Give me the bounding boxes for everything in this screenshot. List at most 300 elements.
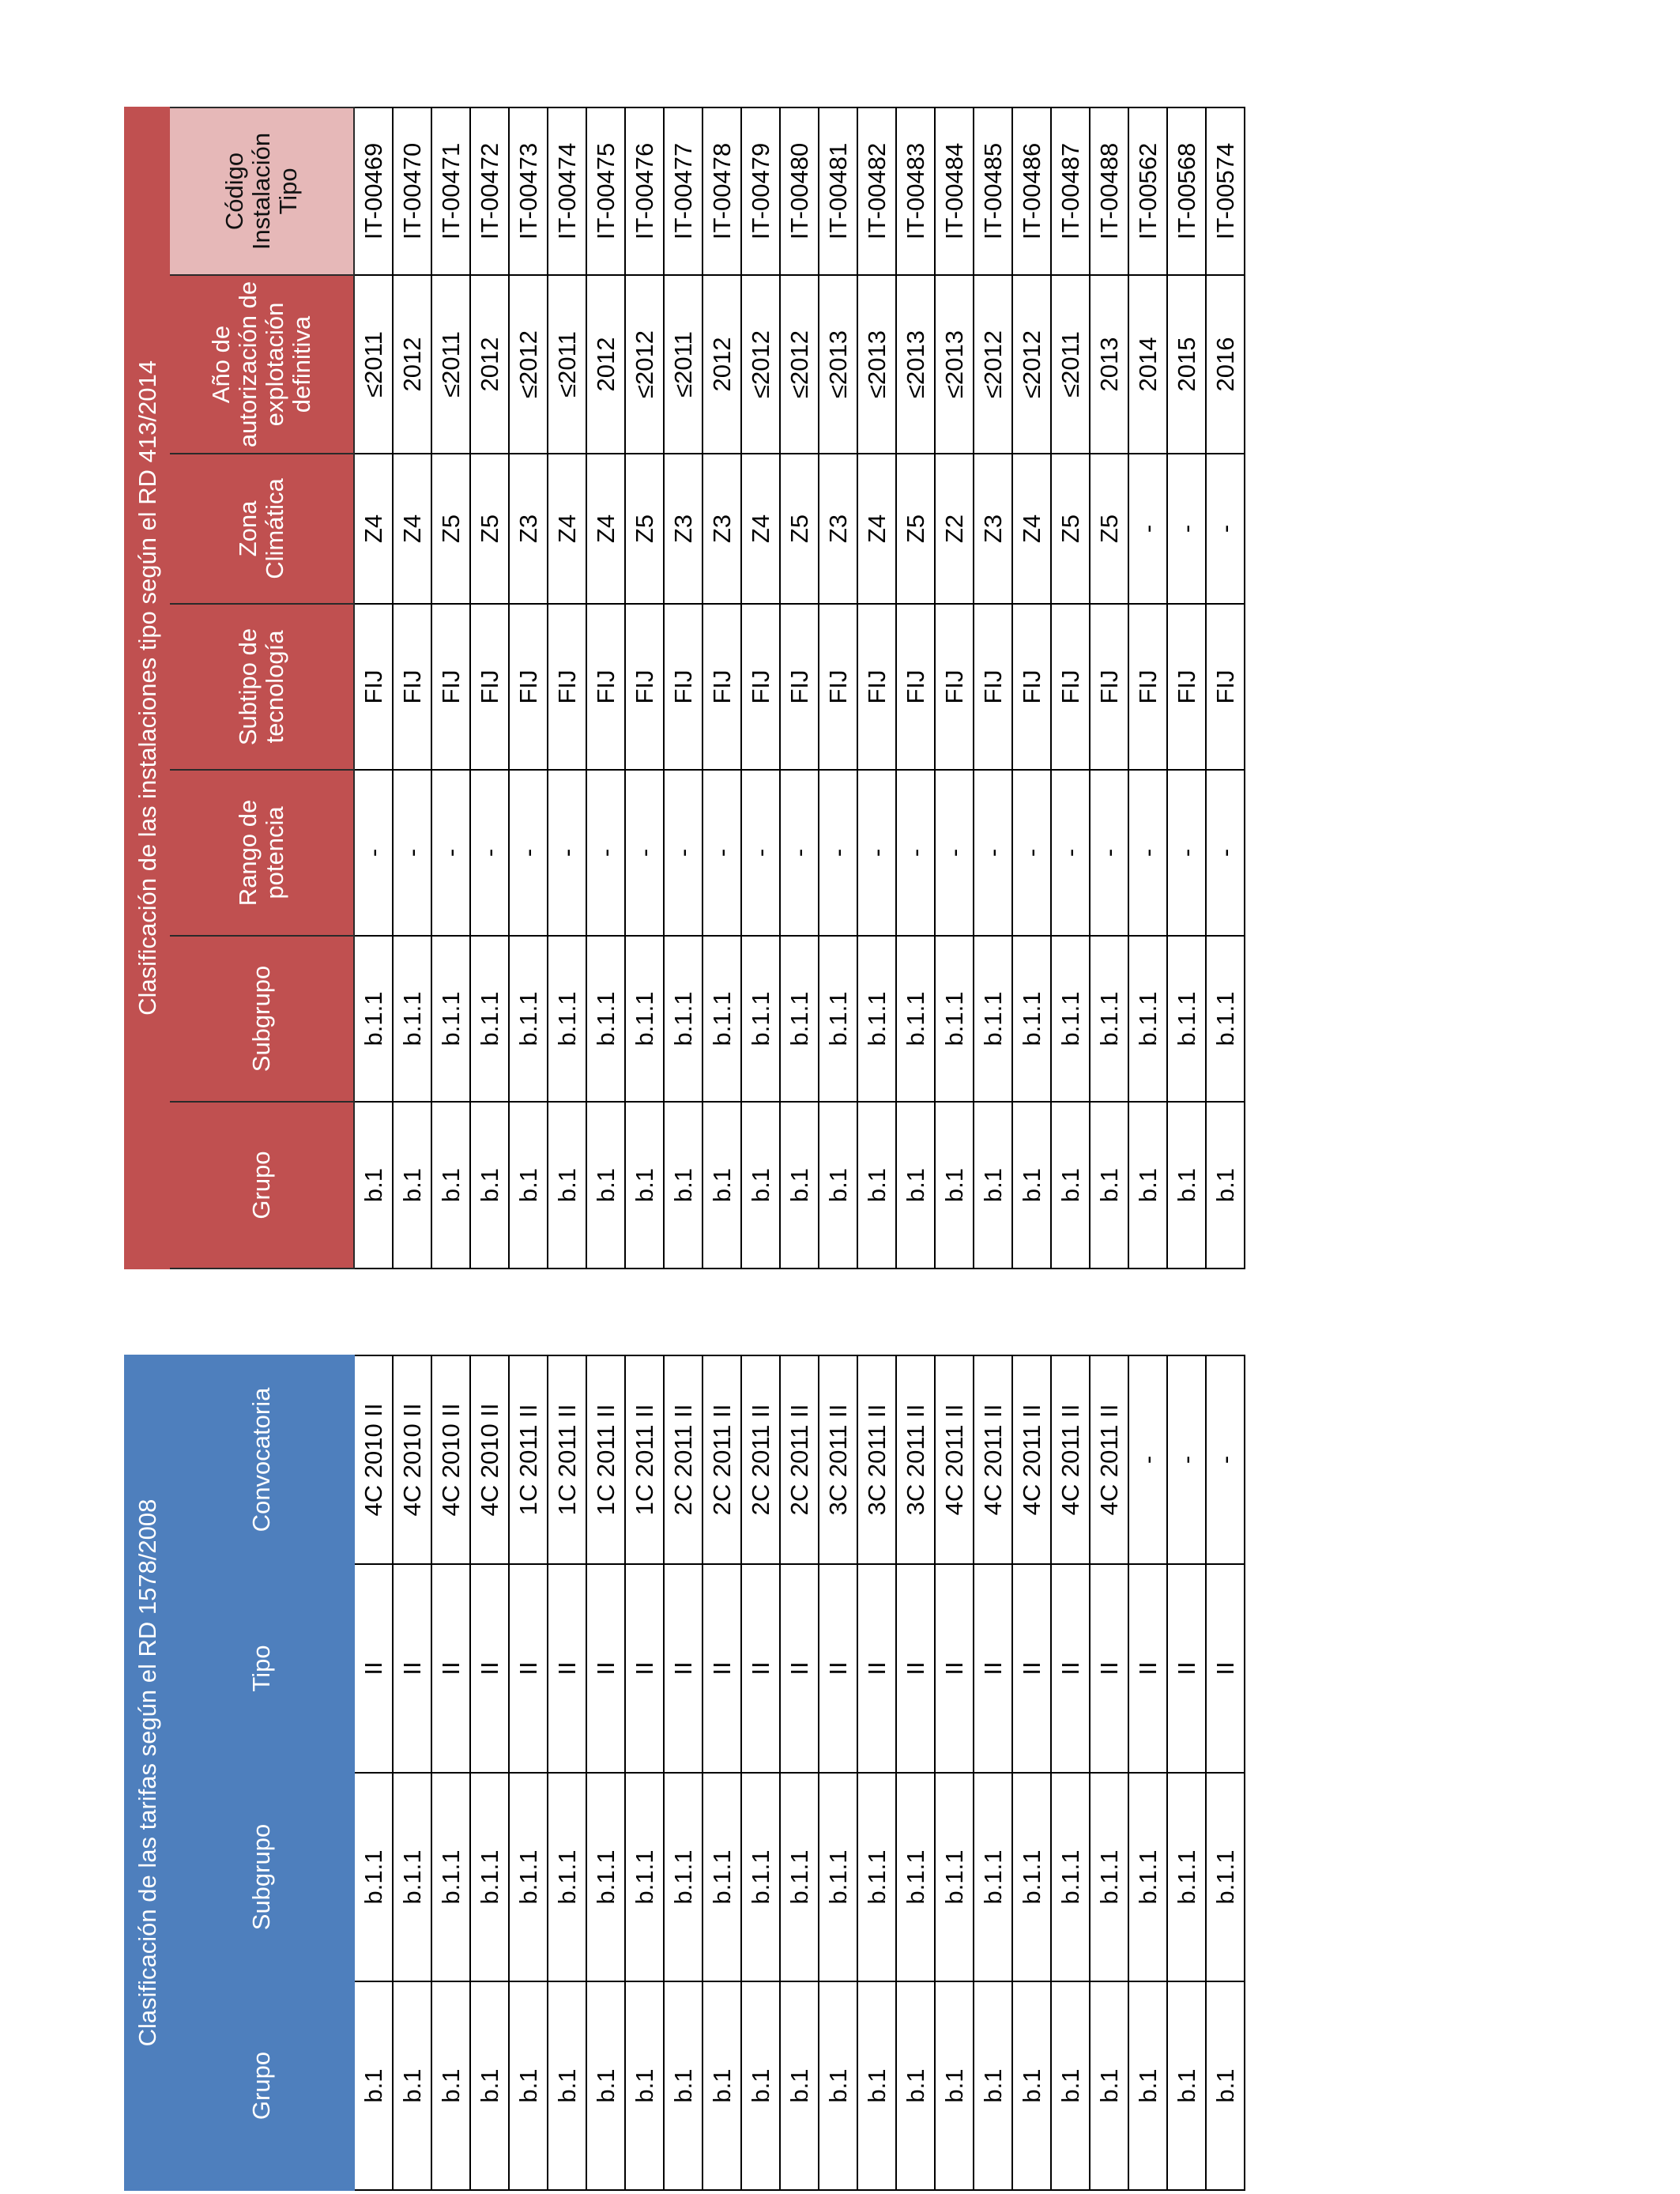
table-cell: Z3 [664, 454, 703, 604]
table-cell: b.1 [780, 1102, 819, 1269]
table-row [1206, 1355, 1245, 2190]
table-cell: Z3 [819, 454, 857, 604]
table-cell: 2012 [703, 275, 741, 454]
table-cell: b.1.1 [548, 1773, 586, 1981]
table-cell: 2C 2011 II [780, 1355, 819, 1564]
table-cell: FIJ [741, 604, 780, 770]
table-cell: b.1.1 [625, 1773, 664, 1981]
table-cell: FIJ [1090, 604, 1128, 770]
table-cell: II [1128, 1564, 1167, 1773]
table-cell: Z5 [431, 454, 470, 604]
table-cell: FIJ [509, 604, 548, 770]
table-cell: - [896, 770, 935, 936]
table-cell: - [1206, 1355, 1245, 1564]
table-cell: Z5 [780, 454, 819, 604]
table-cell: IT-00479 [741, 107, 780, 275]
table-row [470, 1355, 509, 2190]
table-cell: ≤2012 [509, 275, 548, 454]
table-row [586, 1355, 625, 2190]
table-cell: b.1 [741, 1102, 780, 1269]
table-row [857, 107, 896, 1269]
table-cell: b.1 [1090, 1981, 1128, 2190]
table-cell: 2012 [470, 275, 509, 454]
table-cell: II [857, 1564, 896, 1773]
table-cell: Z4 [393, 454, 431, 604]
table-cell: b.1 [625, 1981, 664, 2190]
table-cell: b.1.1 [741, 1773, 780, 1981]
table-cell: b.1 [470, 1981, 509, 2190]
table-cell: b.1 [819, 1102, 857, 1269]
table-cell: b.1 [974, 1102, 1012, 1269]
table-cell: b.1.1 [1012, 936, 1051, 1102]
table-row [509, 107, 548, 1269]
table-cell: Z2 [935, 454, 974, 604]
table-cell: b.1 [780, 1981, 819, 2190]
installation-type-table [124, 107, 1245, 1269]
table-row [586, 107, 625, 1269]
tariff-table-title: Clasificación de las tarifas según el RD 1578/2008 [125, 1355, 170, 2190]
table-cell: b.1.1 [393, 1773, 431, 1981]
table-cell: ≤2011 [664, 275, 703, 454]
table-cell: b.1.1 [1167, 936, 1206, 1102]
table-cell: IT-00473 [509, 107, 548, 275]
table-row [1012, 1355, 1051, 2190]
table-row [1167, 1355, 1206, 2190]
installation-table-body [354, 107, 1245, 1269]
table-cell: b.1.1 [974, 936, 1012, 1102]
table-cell: b.1 [857, 1102, 896, 1269]
table-cell: b.1 [1128, 1102, 1167, 1269]
table-cell: FIJ [1206, 604, 1245, 770]
table-cell: b.1.1 [1051, 936, 1090, 1102]
table-cell: b.1.1 [857, 1773, 896, 1981]
table-cell: b.1 [703, 1981, 741, 2190]
table-cell: 2016 [1206, 275, 1245, 454]
table-cell: - [1167, 1355, 1206, 1564]
table-cell: 2012 [393, 275, 431, 454]
table-cell: b.1.1 [780, 936, 819, 1102]
table-cell: b.1.1 [470, 936, 509, 1102]
table-cell: - [1167, 770, 1206, 936]
table-cell: FIJ [819, 604, 857, 770]
table-row [819, 1355, 857, 2190]
table-cell: Z4 [1012, 454, 1051, 604]
table-row [354, 1355, 393, 2190]
table-cell: Z3 [703, 454, 741, 604]
table-cell: b.1.1 [896, 1773, 935, 1981]
table-cell: b.1 [354, 1102, 393, 1269]
table-cell: b.1 [548, 1102, 586, 1269]
table-cell: b.1.1 [1090, 936, 1128, 1102]
table-cell: b.1.1 [935, 1773, 974, 1981]
table-cell: II [896, 1564, 935, 1773]
table-cell: FIJ [1128, 604, 1167, 770]
table-cell: IT-00574 [1206, 107, 1245, 275]
table-cell: 2C 2011 II [664, 1355, 703, 1564]
table-cell: Z4 [354, 454, 393, 604]
table-cell: IT-00470 [393, 107, 431, 275]
table-cell: b.1 [509, 1102, 548, 1269]
table-cell: b.1 [509, 1981, 548, 2190]
table-row [548, 107, 586, 1269]
table-cell: b.1 [354, 1981, 393, 2190]
table-cell: II [393, 1564, 431, 1773]
header-grupo: Grupo [170, 1981, 354, 2190]
table-cell: 4C 2010 II [431, 1355, 470, 1564]
table-cell: - [1128, 454, 1167, 604]
table-cell: 4C 2010 II [470, 1355, 509, 1564]
table-cell: IT-00485 [974, 107, 1012, 275]
table-cell: - [1051, 770, 1090, 936]
table-cell: FIJ [935, 604, 974, 770]
table-cell: ≤2013 [935, 275, 974, 454]
table-cell: IT-00486 [1012, 107, 1051, 275]
table-cell: 2C 2011 II [741, 1355, 780, 1564]
table-cell: IT-00487 [1051, 107, 1090, 275]
table-cell: b.1 [1206, 1102, 1245, 1269]
table-cell: FIJ [974, 604, 1012, 770]
table-cell: b.1 [1051, 1981, 1090, 2190]
table-cell: b.1.1 [741, 936, 780, 1102]
table-cell: 3C 2011 II [896, 1355, 935, 1564]
table-cell: b.1 [393, 1981, 431, 2190]
table-cell: ≤2011 [1051, 275, 1090, 454]
table-cell: FIJ [703, 604, 741, 770]
table-cell: II [1012, 1564, 1051, 1773]
table-cell: - [935, 770, 974, 936]
table-cell: FIJ [354, 604, 393, 770]
table-cell: b.1.1 [1012, 1773, 1051, 1981]
table-cell: 3C 2011 II [819, 1355, 857, 1564]
table-cell: FIJ [470, 604, 509, 770]
table-cell: Z3 [509, 454, 548, 604]
table-cell: - [431, 770, 470, 936]
table-cell: II [354, 1564, 393, 1773]
table-row [780, 1355, 819, 2190]
table-row [935, 107, 974, 1269]
table-cell: b.1.1 [703, 936, 741, 1102]
table-cell: - [857, 770, 896, 936]
table-cell: b.1 [1167, 1981, 1206, 2190]
table-cell: FIJ [1051, 604, 1090, 770]
table-cell: Z5 [1090, 454, 1128, 604]
table-cell: 3C 2011 II [857, 1355, 896, 1564]
table-cell: b.1.1 [974, 1773, 1012, 1981]
table-cell: b.1 [857, 1981, 896, 2190]
table-row [780, 107, 819, 1269]
table-row [1128, 107, 1167, 1269]
table-cell: ≤2011 [431, 275, 470, 454]
table-cell: 2014 [1128, 275, 1167, 454]
table-cell: IT-00481 [819, 107, 857, 275]
table-cell: b.1.1 [780, 1773, 819, 1981]
table-cell: b.1.1 [1051, 1773, 1090, 1981]
table-cell: 2012 [586, 275, 625, 454]
table-cell: - [664, 770, 703, 936]
table-cell: IT-00477 [664, 107, 703, 275]
table-cell: - [1128, 770, 1167, 936]
table-row [857, 1355, 896, 2190]
header-ano-autorizacion: Año de autorización de explotación definitiva [170, 275, 354, 454]
table-cell: b.1.1 [625, 936, 664, 1102]
table-cell: b.1 [896, 1102, 935, 1269]
table-row [664, 1355, 703, 2190]
table-cell: b.1 [393, 1102, 431, 1269]
table-cell: FIJ [664, 604, 703, 770]
table-cell: IT-00480 [780, 107, 819, 275]
table-cell: IT-00482 [857, 107, 896, 275]
table-cell: FIJ [896, 604, 935, 770]
header-convocatoria: Convocatoria [170, 1355, 354, 1564]
table-cell: b.1 [431, 1102, 470, 1269]
table-cell: II [664, 1564, 703, 1773]
table-cell: b.1.1 [548, 936, 586, 1102]
table-cell: b.1 [703, 1102, 741, 1269]
table-cell: ≤2012 [780, 275, 819, 454]
table-cell: b.1.1 [857, 936, 896, 1102]
table-cell: IT-00474 [548, 107, 586, 275]
table-cell: b.1.1 [393, 936, 431, 1102]
table-cell: 1C 2011 II [625, 1355, 664, 1564]
table-cell: 1C 2011 II [509, 1355, 548, 1564]
table-cell: - [1128, 1355, 1167, 1564]
table-cell: II [548, 1564, 586, 1773]
table-cell: FIJ [780, 604, 819, 770]
table-cell: - [1206, 454, 1245, 604]
table-cell: b.1.1 [664, 936, 703, 1102]
table-cell: b.1.1 [819, 936, 857, 1102]
table-cell: b.1.1 [431, 936, 470, 1102]
table-cell: b.1.1 [431, 1773, 470, 1981]
table-row [1051, 1355, 1090, 2190]
table-row [431, 1355, 470, 2190]
table-cell: FIJ [1167, 604, 1206, 770]
table-cell: b.1.1 [509, 1773, 548, 1981]
table-row [1051, 107, 1090, 1269]
table-row [741, 107, 780, 1269]
table-cell: IT-00475 [586, 107, 625, 275]
table-cell: II [819, 1564, 857, 1773]
table-cell: ≤2012 [741, 275, 780, 454]
table-cell: Z5 [1051, 454, 1090, 604]
table-cell: b.1.1 [819, 1773, 857, 1981]
table-cell: b.1.1 [1167, 1773, 1206, 1981]
table-cell: - [1167, 454, 1206, 604]
table-cell: ≤2011 [548, 275, 586, 454]
table-cell: b.1 [1167, 1102, 1206, 1269]
table-row [896, 107, 935, 1269]
table-cell: 1C 2011 II [586, 1355, 625, 1564]
table-cell: FIJ [548, 604, 586, 770]
table-cell: 4C 2011 II [1051, 1355, 1090, 1564]
table-cell: IT-00483 [896, 107, 935, 275]
header-codigo-instalacion: Código Instalación Tipo [170, 107, 354, 275]
table-cell: b.1 [470, 1102, 509, 1269]
table-cell: 2015 [1167, 275, 1206, 454]
table-cell: - [548, 770, 586, 936]
table-cell: - [393, 770, 431, 936]
table-cell: - [509, 770, 548, 936]
table-cell: II [509, 1564, 548, 1773]
table-cell: II [741, 1564, 780, 1773]
table-row [393, 1355, 431, 2190]
table-cell: b.1.1 [509, 936, 548, 1102]
table-row [1206, 107, 1245, 1269]
table-cell: b.1 [819, 1981, 857, 2190]
table-cell: IT-00478 [703, 107, 741, 275]
table-cell: IT-00476 [625, 107, 664, 275]
table-cell: IT-00562 [1128, 107, 1167, 275]
table-cell: ≤2012 [625, 275, 664, 454]
table-row [470, 107, 509, 1269]
table-cell: Z4 [857, 454, 896, 604]
table-cell: 4C 2011 II [1090, 1355, 1128, 1564]
table-cell: b.1 [1051, 1102, 1090, 1269]
table-cell: - [741, 770, 780, 936]
table-cell: - [625, 770, 664, 936]
table-cell: FIJ [1012, 604, 1051, 770]
table-row [354, 107, 393, 1269]
table-cell: II [431, 1564, 470, 1773]
table-row [1012, 107, 1051, 1269]
table-cell: b.1.1 [354, 936, 393, 1102]
installation-table-title: Clasificación de las instalaciones tipo según el RD 413/2014 [125, 107, 170, 1269]
table-cell: b.1 [1128, 1981, 1167, 2190]
table-cell: Z4 [586, 454, 625, 604]
table-cell: b.1 [935, 1981, 974, 2190]
table-cell: Z4 [548, 454, 586, 604]
table-cell: Z4 [741, 454, 780, 604]
table-cell: Z5 [896, 454, 935, 604]
table-cell: - [1206, 770, 1245, 936]
table-cell: - [470, 770, 509, 936]
table-row [393, 107, 431, 1269]
table-cell: ≤2012 [1012, 275, 1051, 454]
table-cell: b.1 [741, 1981, 780, 2190]
table-cell: II [470, 1564, 509, 1773]
table-cell: II [935, 1564, 974, 1773]
tariff-classification-table [124, 1355, 1245, 2191]
header-zona-climatica: Zona Climática [170, 454, 354, 604]
table-cell: b.1 [548, 1981, 586, 2190]
table-cell: ≤2013 [819, 275, 857, 454]
header-rango-potencia: Rango de potencia [170, 770, 354, 936]
table-cell: ≤2013 [896, 275, 935, 454]
table-cell: - [703, 770, 741, 936]
table-cell: - [780, 770, 819, 936]
table-cell: - [974, 770, 1012, 936]
table-cell: 4C 2010 II [393, 1355, 431, 1564]
table-cell: b.1 [586, 1981, 625, 2190]
table-cell: Z5 [470, 454, 509, 604]
table-cell: IT-00472 [470, 107, 509, 275]
header-tipo: Tipo [170, 1564, 354, 1773]
table-row [1090, 1355, 1128, 2190]
table-cell: IT-00488 [1090, 107, 1128, 275]
table-cell: b.1.1 [896, 936, 935, 1102]
table-cell: b.1 [586, 1102, 625, 1269]
table-cell: 4C 2011 II [935, 1355, 974, 1564]
table-row [431, 107, 470, 1269]
table-cell: II [1090, 1564, 1128, 1773]
table-cell: - [1090, 770, 1128, 936]
table-row [974, 1355, 1012, 2190]
table-cell: b.1 [1012, 1102, 1051, 1269]
table-cell: b.1 [1206, 1981, 1245, 2190]
header-subtipo-tecnologia: Subtipo de tecnología [170, 604, 354, 770]
table-cell: b.1.1 [664, 1773, 703, 1981]
table-row [703, 107, 741, 1269]
table-row [896, 1355, 935, 2190]
table-row [548, 1355, 586, 2190]
table-cell: b.1 [1090, 1102, 1128, 1269]
table-cell: b.1.1 [935, 936, 974, 1102]
table-cell: II [625, 1564, 664, 1773]
table-row [1128, 1355, 1167, 2190]
table-row [703, 1355, 741, 2190]
table-row [664, 107, 703, 1269]
header-subgrupo: Subgrupo [170, 1773, 354, 1981]
table-row [935, 1355, 974, 2190]
table-cell: FIJ [393, 604, 431, 770]
table-cell: ≤2013 [857, 275, 896, 454]
table-cell: Z3 [974, 454, 1012, 604]
table-cell: b.1 [935, 1102, 974, 1269]
table-row [741, 1355, 780, 2190]
table-cell: b.1.1 [1206, 1773, 1245, 1981]
table-cell: b.1.1 [354, 1773, 393, 1981]
table-cell: b.1.1 [1206, 936, 1245, 1102]
table-cell: IT-00568 [1167, 107, 1206, 275]
table-cell: b.1.1 [586, 1773, 625, 1981]
table-row [625, 1355, 664, 2190]
table-row [974, 107, 1012, 1269]
table-cell: FIJ [625, 604, 664, 770]
table-cell: II [1206, 1564, 1245, 1773]
table-row [819, 107, 857, 1269]
table-cell: b.1 [664, 1102, 703, 1269]
table-cell: FIJ [431, 604, 470, 770]
table-cell: b.1 [431, 1981, 470, 2190]
table-cell: b.1 [625, 1102, 664, 1269]
header-grupo: Grupo [170, 1102, 354, 1269]
table-cell: FIJ [857, 604, 896, 770]
table-cell: IT-00469 [354, 107, 393, 275]
table-cell: II [1051, 1564, 1090, 1773]
table-cell: II [703, 1564, 741, 1773]
table-cell: 1C 2011 II [548, 1355, 586, 1564]
table-cell: II [780, 1564, 819, 1773]
table-cell: IT-00471 [431, 107, 470, 275]
table-cell: b.1.1 [586, 936, 625, 1102]
table-cell: b.1.1 [1128, 936, 1167, 1102]
table-cell: - [586, 770, 625, 936]
table-cell: b.1 [1012, 1981, 1051, 2190]
tariff-table-body [354, 1355, 1245, 2190]
table-cell: b.1.1 [470, 1773, 509, 1981]
table-cell: II [974, 1564, 1012, 1773]
table-cell: b.1 [896, 1981, 935, 2190]
table-cell: - [819, 770, 857, 936]
table-cell: Z5 [625, 454, 664, 604]
table-cell: II [1167, 1564, 1206, 1773]
table-cell: ≤2011 [354, 275, 393, 454]
table-cell: b.1.1 [1090, 1773, 1128, 1981]
table-row [1167, 107, 1206, 1269]
table-cell: b.1 [664, 1981, 703, 2190]
table-row [625, 107, 664, 1269]
table-cell: b.1.1 [703, 1773, 741, 1981]
